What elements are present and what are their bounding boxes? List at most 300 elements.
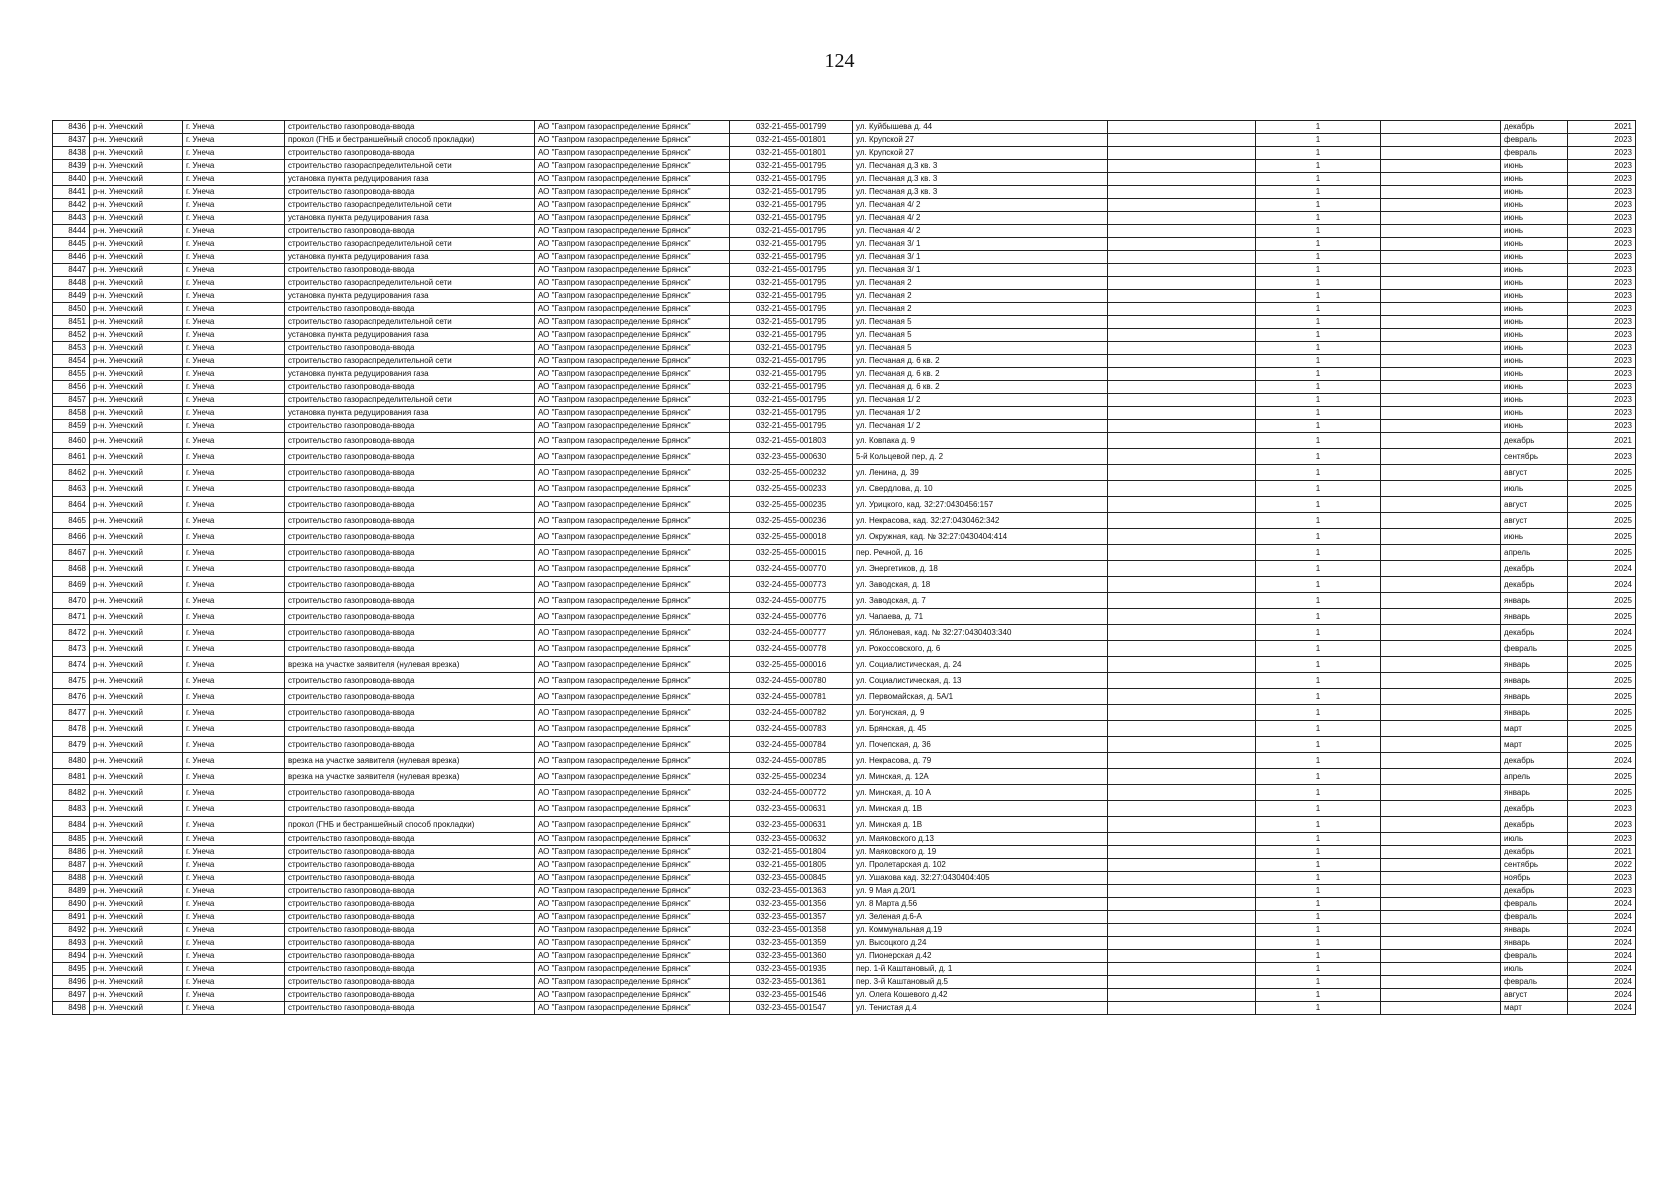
cell-work-type: строительство газораспределительной сети (285, 316, 535, 329)
cell-district: р-н. Унечский (90, 911, 183, 924)
cell-organization: АО "Газпром газораспределение Брянск" (535, 134, 730, 147)
cell-quantity: 1 (1256, 577, 1381, 593)
cell-application-code: 032-24-455-000778 (730, 641, 853, 657)
cell-month: апрель (1501, 545, 1568, 561)
cell-organization: АО "Газпром газораспределение Брянск" (535, 160, 730, 173)
cell-year: 2021 (1568, 846, 1636, 859)
cell-address: ул. Минская д. 1В (853, 817, 1108, 833)
cell-address: ул. Песчаная д.3 кв. 3 (853, 173, 1108, 186)
table-row (53, 1002, 1636, 1015)
cell-year: 2023 (1568, 238, 1636, 251)
cell-work-type: установка пункта редуцирования газа (285, 173, 535, 186)
cell-quantity: 1 (1256, 976, 1381, 989)
cell-row-number: 8477 (53, 705, 90, 721)
cell-quantity: 1 (1256, 673, 1381, 689)
cell-year: 2024 (1568, 989, 1636, 1002)
cell-row-number: 8479 (53, 737, 90, 753)
cell-quantity: 1 (1256, 513, 1381, 529)
cell-district: р-н. Унечский (90, 212, 183, 225)
cell-application-code: 032-21-455-001801 (730, 134, 853, 147)
cell-quantity: 1 (1256, 561, 1381, 577)
cell-address: ул. 9 Мая д.20/1 (853, 885, 1108, 898)
cell-settlement: г. Унеча (183, 251, 285, 264)
cell-quantity: 1 (1256, 785, 1381, 801)
cell-settlement: г. Унеча (183, 898, 285, 911)
cell-application-code: 032-21-455-001801 (730, 147, 853, 160)
cell-application-code: 032-21-455-001795 (730, 212, 853, 225)
cell-quantity: 1 (1256, 121, 1381, 134)
cell-quantity: 1 (1256, 937, 1381, 950)
cell-work-type: строительство газопровода-ввода (285, 963, 535, 976)
cell-blank (1381, 212, 1501, 225)
cell-application-code: 032-21-455-001795 (730, 277, 853, 290)
cell-application-code: 032-21-455-001795 (730, 355, 853, 368)
cell-quantity: 1 (1256, 911, 1381, 924)
cell-blank (1381, 251, 1501, 264)
cell-application-code: 032-23-455-001363 (730, 885, 853, 898)
cell-settlement: г. Унеча (183, 833, 285, 846)
cell-quantity: 1 (1256, 609, 1381, 625)
table-row (53, 976, 1636, 989)
cell-blank (1381, 593, 1501, 609)
cell-settlement: г. Унеча (183, 381, 285, 394)
cell-quantity: 1 (1256, 963, 1381, 976)
cell-month: февраль (1501, 950, 1568, 963)
cell-year: 2025 (1568, 689, 1636, 705)
cell-quantity: 1 (1256, 846, 1381, 859)
cell-month: декабрь (1501, 801, 1568, 817)
cell-organization: АО "Газпром газораспределение Брянск" (535, 769, 730, 785)
cell-quantity: 1 (1256, 924, 1381, 937)
cell-blank (1108, 407, 1256, 420)
cell-row-number: 8448 (53, 277, 90, 290)
table-row (53, 481, 1636, 497)
cell-quantity: 1 (1256, 420, 1381, 433)
cell-blank (1108, 264, 1256, 277)
cell-application-code: 032-23-455-001935 (730, 963, 853, 976)
cell-organization: АО "Газпром газораспределение Брянск" (535, 898, 730, 911)
cell-blank (1108, 976, 1256, 989)
cell-blank (1108, 1002, 1256, 1015)
cell-district: р-н. Унечский (90, 433, 183, 449)
cell-organization: АО "Газпром газораспределение Брянск" (535, 801, 730, 817)
cell-district: р-н. Унечский (90, 513, 183, 529)
cell-settlement: г. Унеча (183, 160, 285, 173)
cell-district: р-н. Унечский (90, 147, 183, 160)
cell-blank (1108, 465, 1256, 481)
cell-address: ул. Ленина, д. 39 (853, 465, 1108, 481)
cell-organization: АО "Газпром газораспределение Брянск" (535, 593, 730, 609)
cell-settlement: г. Унеча (183, 989, 285, 1002)
cell-address: ул. Чапаева, д. 71 (853, 609, 1108, 625)
cell-settlement: г. Унеча (183, 186, 285, 199)
page-number: 124 (824, 50, 855, 72)
cell-address: ул. Первомайская, д. 5А/1 (853, 689, 1108, 705)
table-row (53, 846, 1636, 859)
cell-month: июнь (1501, 238, 1568, 251)
cell-year: 2023 (1568, 407, 1636, 420)
cell-blank (1381, 1002, 1501, 1015)
cell-application-code: 032-24-455-000773 (730, 577, 853, 593)
cell-row-number: 8444 (53, 225, 90, 238)
cell-organization: АО "Газпром газораспределение Брянск" (535, 641, 730, 657)
cell-settlement: г. Унеча (183, 433, 285, 449)
cell-row-number: 8489 (53, 885, 90, 898)
cell-address: ул. Маяковского д.13 (853, 833, 1108, 846)
cell-month: июнь (1501, 173, 1568, 186)
table-row (53, 561, 1636, 577)
cell-address: ул. Пролетарская д. 102 (853, 859, 1108, 872)
cell-settlement: г. Унеча (183, 657, 285, 673)
cell-blank (1108, 859, 1256, 872)
cell-organization: АО "Газпром газораспределение Брянск" (535, 721, 730, 737)
cell-district: р-н. Унечский (90, 264, 183, 277)
cell-quantity: 1 (1256, 394, 1381, 407)
cell-year: 2023 (1568, 290, 1636, 303)
cell-settlement: г. Унеча (183, 737, 285, 753)
cell-address: ул. Некрасова, кад. 32:27:0430462:342 (853, 513, 1108, 529)
cell-year: 2023 (1568, 147, 1636, 160)
cell-settlement: г. Унеча (183, 277, 285, 290)
cell-month: июнь (1501, 420, 1568, 433)
cell-blank (1381, 872, 1501, 885)
cell-application-code: 032-21-455-001795 (730, 381, 853, 394)
cell-district: р-н. Унечский (90, 625, 183, 641)
cell-settlement: г. Унеча (183, 937, 285, 950)
cell-year: 2025 (1568, 465, 1636, 481)
cell-work-type: строительство газопровода-ввода (285, 186, 535, 199)
cell-year: 2025 (1568, 609, 1636, 625)
table-row (53, 885, 1636, 898)
cell-blank (1108, 433, 1256, 449)
cell-district: р-н. Унечский (90, 963, 183, 976)
cell-settlement: г. Унеча (183, 911, 285, 924)
cell-address: ул. 8 Марта д.56 (853, 898, 1108, 911)
cell-year: 2025 (1568, 673, 1636, 689)
cell-blank (1108, 689, 1256, 705)
cell-work-type: врезка на участке заявителя (нулевая врезка) (285, 769, 535, 785)
cell-year: 2025 (1568, 593, 1636, 609)
cell-district: р-н. Унечский (90, 329, 183, 342)
cell-row-number: 8466 (53, 529, 90, 545)
cell-blank (1108, 368, 1256, 381)
cell-settlement: г. Унеча (183, 394, 285, 407)
cell-blank (1108, 801, 1256, 817)
cell-district: р-н. Унечский (90, 673, 183, 689)
cell-month: январь (1501, 609, 1568, 625)
cell-row-number: 8457 (53, 394, 90, 407)
cell-month: июль (1501, 833, 1568, 846)
cell-work-type: строительство газопровода-ввода (285, 449, 535, 465)
cell-organization: АО "Газпром газораспределение Брянск" (535, 785, 730, 801)
cell-quantity: 1 (1256, 329, 1381, 342)
table-row (53, 769, 1636, 785)
cell-application-code: 032-24-455-000780 (730, 673, 853, 689)
cell-address: ул. Минская, д. 10 А (853, 785, 1108, 801)
cell-work-type: строительство газопровода-ввода (285, 785, 535, 801)
cell-quantity: 1 (1256, 872, 1381, 885)
cell-address: ул. Песчаная д. 6 кв. 2 (853, 381, 1108, 394)
cell-district: р-н. Унечский (90, 641, 183, 657)
cell-blank (1381, 577, 1501, 593)
table-row (53, 147, 1636, 160)
cell-district: р-н. Унечский (90, 355, 183, 368)
cell-settlement: г. Унеча (183, 885, 285, 898)
cell-year: 2025 (1568, 737, 1636, 753)
cell-blank (1381, 641, 1501, 657)
cell-blank (1108, 186, 1256, 199)
cell-month: январь (1501, 673, 1568, 689)
cell-organization: АО "Газпром газораспределение Брянск" (535, 449, 730, 465)
cell-application-code: 032-23-455-000632 (730, 833, 853, 846)
cell-year: 2023 (1568, 342, 1636, 355)
cell-quantity: 1 (1256, 212, 1381, 225)
cell-month: февраль (1501, 898, 1568, 911)
cell-month: июнь (1501, 329, 1568, 342)
cell-address: ул. Богунская, д. 9 (853, 705, 1108, 721)
cell-organization: АО "Газпром газораспределение Брянск" (535, 846, 730, 859)
cell-blank (1381, 737, 1501, 753)
cell-work-type: строительство газопровода-ввода (285, 609, 535, 625)
cell-work-type: строительство газопровода-ввода (285, 885, 535, 898)
cell-row-number: 8441 (53, 186, 90, 199)
cell-settlement: г. Унеча (183, 817, 285, 833)
cell-work-type: строительство газопровода-ввода (285, 976, 535, 989)
cell-organization: АО "Газпром газораспределение Брянск" (535, 481, 730, 497)
cell-month: июнь (1501, 160, 1568, 173)
cell-quantity: 1 (1256, 160, 1381, 173)
cell-organization: АО "Газпром газораспределение Брянск" (535, 950, 730, 963)
cell-settlement: г. Унеча (183, 641, 285, 657)
cell-row-number: 8454 (53, 355, 90, 368)
cell-row-number: 8458 (53, 407, 90, 420)
cell-row-number: 8480 (53, 753, 90, 769)
cell-settlement: г. Унеча (183, 963, 285, 976)
cell-year: 2025 (1568, 705, 1636, 721)
cell-quantity: 1 (1256, 545, 1381, 561)
cell-organization: АО "Газпром газораспределение Брянск" (535, 963, 730, 976)
cell-district: р-н. Унечский (90, 1002, 183, 1015)
cell-year: 2024 (1568, 937, 1636, 950)
cell-organization: АО "Газпром газораспределение Брянск" (535, 609, 730, 625)
cell-quantity: 1 (1256, 859, 1381, 872)
cell-blank (1108, 529, 1256, 545)
cell-settlement: г. Унеча (183, 859, 285, 872)
cell-work-type: строительство газопровода-ввода (285, 529, 535, 545)
cell-year: 2025 (1568, 481, 1636, 497)
cell-row-number: 8469 (53, 577, 90, 593)
cell-settlement: г. Унеча (183, 147, 285, 160)
cell-settlement: г. Унеча (183, 329, 285, 342)
cell-row-number: 8451 (53, 316, 90, 329)
table-row (53, 290, 1636, 303)
cell-month: июнь (1501, 290, 1568, 303)
cell-address: ул. Высоцкого д.24 (853, 937, 1108, 950)
cell-work-type: строительство газопровода-ввода (285, 225, 535, 238)
cell-work-type: строительство газораспределительной сети (285, 355, 535, 368)
cell-address: ул. Зеленая д.6-А (853, 911, 1108, 924)
cell-work-type: установка пункта редуцирования газа (285, 212, 535, 225)
cell-district: р-н. Унечский (90, 989, 183, 1002)
cell-settlement: г. Унеча (183, 497, 285, 513)
cell-blank (1381, 433, 1501, 449)
cell-application-code: 032-25-455-000236 (730, 513, 853, 529)
table-row (53, 721, 1636, 737)
cell-organization: АО "Газпром газораспределение Брянск" (535, 625, 730, 641)
cell-year: 2021 (1568, 121, 1636, 134)
cell-settlement: г. Унеча (183, 801, 285, 817)
cell-quantity: 1 (1256, 173, 1381, 186)
cell-year: 2023 (1568, 449, 1636, 465)
cell-row-number: 8498 (53, 1002, 90, 1015)
cell-quantity: 1 (1256, 885, 1381, 898)
cell-settlement: г. Унеча (183, 577, 285, 593)
table-row (53, 950, 1636, 963)
cell-organization: АО "Газпром газораспределение Брянск" (535, 121, 730, 134)
table-row (53, 753, 1636, 769)
cell-work-type: установка пункта редуцирования газа (285, 251, 535, 264)
table-row (53, 368, 1636, 381)
cell-row-number: 8476 (53, 689, 90, 705)
cell-year: 2025 (1568, 641, 1636, 657)
cell-address: ул. Песчаная 5 (853, 316, 1108, 329)
cell-settlement: г. Унеча (183, 950, 285, 963)
cell-month: февраль (1501, 134, 1568, 147)
cell-work-type: строительство газопровода-ввода (285, 859, 535, 872)
table-row (53, 898, 1636, 911)
cell-blank (1108, 561, 1256, 577)
cell-blank (1108, 911, 1256, 924)
cell-organization: АО "Газпром газораспределение Брянск" (535, 147, 730, 160)
cell-year: 2024 (1568, 976, 1636, 989)
cell-address: ул. Куйбышева д. 44 (853, 121, 1108, 134)
cell-blank (1108, 657, 1256, 673)
cell-quantity: 1 (1256, 657, 1381, 673)
cell-row-number: 8494 (53, 950, 90, 963)
cell-blank (1108, 134, 1256, 147)
cell-blank (1381, 199, 1501, 212)
cell-work-type: строительство газопровода-ввода (285, 937, 535, 950)
cell-address: пер. 1-й Каштановый, д. 1 (853, 963, 1108, 976)
cell-row-number: 8464 (53, 497, 90, 513)
cell-address: ул. Ушакова кад. 32:27:0430404:405 (853, 872, 1108, 885)
cell-application-code: 032-21-455-001795 (730, 420, 853, 433)
cell-application-code: 032-24-455-000777 (730, 625, 853, 641)
cell-year: 2023 (1568, 872, 1636, 885)
cell-district: р-н. Унечский (90, 924, 183, 937)
cell-row-number: 8497 (53, 989, 90, 1002)
cell-work-type: строительство газораспределительной сети (285, 160, 535, 173)
cell-year: 2025 (1568, 657, 1636, 673)
cell-month: июнь (1501, 316, 1568, 329)
cell-blank (1381, 368, 1501, 381)
cell-application-code: 032-25-455-000232 (730, 465, 853, 481)
cell-blank (1381, 625, 1501, 641)
cell-organization: АО "Газпром газораспределение Брянск" (535, 212, 730, 225)
cell-address: пер. Речной, д. 16 (853, 545, 1108, 561)
table-row (53, 420, 1636, 433)
cell-quantity: 1 (1256, 989, 1381, 1002)
cell-application-code: 032-23-455-001546 (730, 989, 853, 1002)
cell-application-code: 032-21-455-001795 (730, 186, 853, 199)
cell-organization: АО "Газпром газораспределение Брянск" (535, 577, 730, 593)
register-body (53, 121, 1636, 1015)
cell-settlement: г. Унеча (183, 134, 285, 147)
cell-quantity: 1 (1256, 753, 1381, 769)
cell-application-code: 032-21-455-001803 (730, 433, 853, 449)
cell-blank (1381, 381, 1501, 394)
cell-district: р-н. Унечский (90, 817, 183, 833)
cell-work-type: строительство газопровода-ввода (285, 545, 535, 561)
cell-settlement: г. Унеча (183, 355, 285, 368)
cell-blank (1381, 545, 1501, 561)
cell-application-code: 032-21-455-001795 (730, 264, 853, 277)
cell-blank (1381, 705, 1501, 721)
cell-blank (1381, 407, 1501, 420)
cell-month: декабрь (1501, 846, 1568, 859)
cell-district: р-н. Унечский (90, 290, 183, 303)
table-row (53, 801, 1636, 817)
cell-work-type: установка пункта редуцирования газа (285, 290, 535, 303)
cell-district: р-н. Унечский (90, 303, 183, 316)
cell-work-type: строительство газопровода-ввода (285, 121, 535, 134)
cell-row-number: 8465 (53, 513, 90, 529)
cell-organization: АО "Газпром газораспределение Брянск" (535, 817, 730, 833)
cell-month: июнь (1501, 225, 1568, 238)
cell-district: р-н. Унечский (90, 561, 183, 577)
cell-address: ул. Песчаная 3/ 1 (853, 238, 1108, 251)
cell-application-code: 032-23-455-000845 (730, 872, 853, 885)
cell-address: ул. Коммунальная д.19 (853, 924, 1108, 937)
cell-organization: АО "Газпром газораспределение Брянск" (535, 251, 730, 264)
cell-row-number: 8482 (53, 785, 90, 801)
cell-year: 2023 (1568, 251, 1636, 264)
cell-blank (1381, 355, 1501, 368)
cell-year: 2024 (1568, 753, 1636, 769)
cell-month: февраль (1501, 976, 1568, 989)
cell-application-code: 032-21-455-001795 (730, 199, 853, 212)
cell-quantity: 1 (1256, 290, 1381, 303)
cell-settlement: г. Унеча (183, 407, 285, 420)
cell-month: июнь (1501, 342, 1568, 355)
cell-district: р-н. Унечский (90, 134, 183, 147)
cell-year: 2023 (1568, 420, 1636, 433)
cell-blank (1381, 769, 1501, 785)
cell-application-code: 032-23-455-001357 (730, 911, 853, 924)
cell-organization: АО "Газпром газораспределение Брянск" (535, 342, 730, 355)
cell-quantity: 1 (1256, 705, 1381, 721)
cell-row-number: 8449 (53, 290, 90, 303)
cell-address: ул. Песчаная 5 (853, 329, 1108, 342)
cell-row-number: 8478 (53, 721, 90, 737)
cell-blank (1108, 737, 1256, 753)
cell-year: 2024 (1568, 625, 1636, 641)
cell-blank (1381, 277, 1501, 290)
cell-organization: АО "Газпром газораспределение Брянск" (535, 833, 730, 846)
cell-month: август (1501, 497, 1568, 513)
table-row (53, 859, 1636, 872)
cell-work-type: строительство газопровода-ввода (285, 577, 535, 593)
cell-work-type: строительство газопровода-ввода (285, 641, 535, 657)
cell-blank (1108, 705, 1256, 721)
cell-application-code: 032-25-455-000018 (730, 529, 853, 545)
cell-quantity: 1 (1256, 368, 1381, 381)
cell-blank (1108, 394, 1256, 407)
cell-district: р-н. Унечский (90, 801, 183, 817)
cell-blank (1381, 290, 1501, 303)
cell-blank (1381, 801, 1501, 817)
cell-application-code: 032-24-455-000784 (730, 737, 853, 753)
